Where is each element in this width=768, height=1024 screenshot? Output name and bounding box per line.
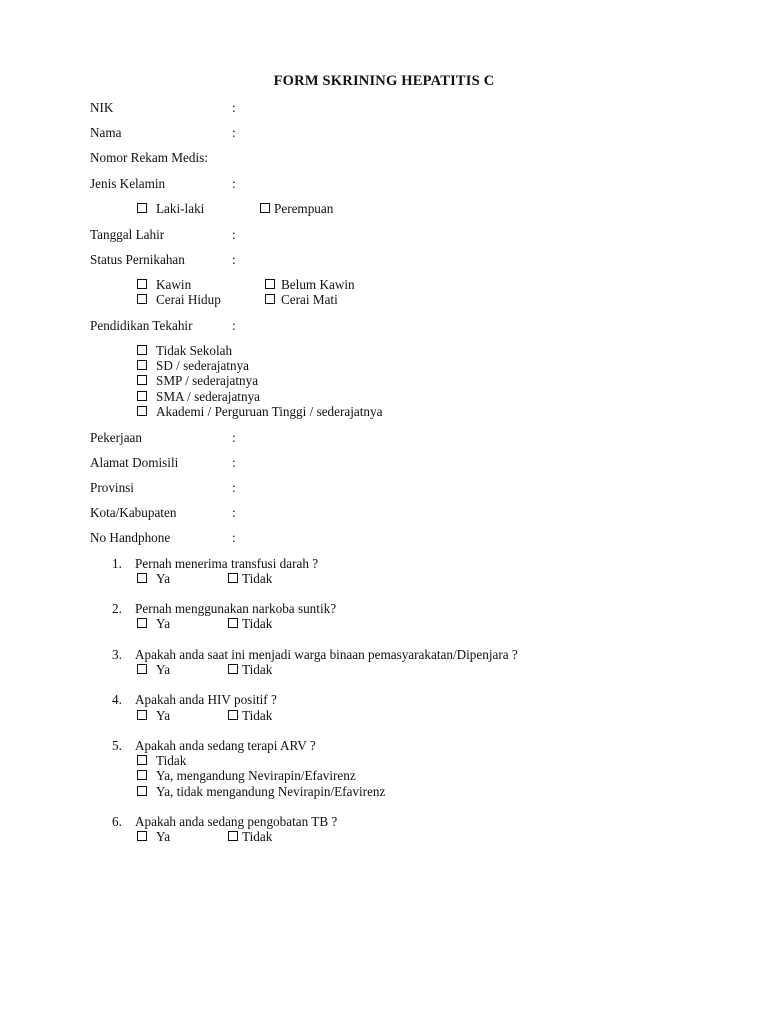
checkbox-icon[interactable]	[137, 755, 147, 765]
checkbox-icon[interactable]	[137, 203, 147, 213]
field-colon-kota: :	[232, 505, 236, 520]
question-text: Apakah anda sedang pengobatan TB ?	[135, 814, 338, 829]
checkbox-icon[interactable]	[137, 786, 147, 796]
field-label-nik: NIK	[90, 100, 114, 115]
checkbox-icon[interactable]	[228, 618, 238, 628]
question-1-option-tidak[interactable]: Tidak	[228, 571, 272, 586]
checkbox-icon[interactable]	[137, 710, 147, 720]
gender-option-male[interactable]: Laki-laki	[137, 201, 204, 216]
checkbox-icon[interactable]	[137, 391, 147, 401]
education-option-sd[interactable]: SD / sederajatnya	[137, 358, 249, 373]
question-1-option-ya[interactable]: Ya	[137, 571, 170, 586]
question-number: 3.	[112, 647, 122, 662]
question-text: Pernah menerima transfusi darah ?	[135, 556, 319, 571]
marital-option-belum-kawin[interactable]: Belum Kawin	[265, 277, 355, 292]
checkbox-icon[interactable]	[265, 294, 275, 304]
field-colon-pendidikan: :	[232, 318, 236, 333]
checkbox-icon[interactable]	[137, 406, 147, 416]
checkbox-icon[interactable]	[137, 279, 147, 289]
field-colon-pekerjaan: :	[232, 430, 236, 445]
checkbox-icon[interactable]	[137, 831, 147, 841]
education-option-akademi[interactable]: Akademi / Perguruan Tinggi / sederajatnya	[137, 404, 382, 419]
field-label-alamat: Alamat Domisili	[90, 455, 179, 470]
marital-option-kawin[interactable]: Kawin	[137, 277, 191, 292]
education-option-tidak-sekolah[interactable]: Tidak Sekolah	[137, 343, 232, 358]
checkbox-icon[interactable]	[228, 573, 238, 583]
marital-option-cerai-mati[interactable]: Cerai Mati	[265, 292, 338, 307]
field-label-handphone: No Handphone	[90, 530, 171, 545]
checkbox-icon[interactable]	[137, 618, 147, 628]
checkbox-icon[interactable]	[137, 294, 147, 304]
question-text: Apakah anda sedang terapi ARV ?	[135, 738, 316, 753]
education-option-sma[interactable]: SMA / sederajatnya	[137, 389, 260, 404]
field-label-nama: Nama	[90, 125, 122, 140]
checkbox-icon[interactable]	[228, 831, 238, 841]
question-5-option-tidak[interactable]: Tidak	[137, 753, 186, 768]
question-text: Apakah anda HIV positif ?	[135, 692, 277, 707]
checkbox-icon[interactable]	[260, 203, 270, 213]
field-colon-status-pernikahan: :	[232, 252, 236, 267]
checkbox-icon[interactable]	[137, 360, 147, 370]
field-label-status-pernikahan: Status Pernikahan	[90, 252, 185, 267]
field-colon-nik: :	[232, 100, 236, 115]
question-6-option-ya[interactable]: Ya	[137, 829, 170, 844]
checkbox-icon[interactable]	[228, 710, 238, 720]
question-2-option-tidak[interactable]: Tidak	[228, 616, 272, 631]
checkbox-icon[interactable]	[137, 770, 147, 780]
field-colon-tanggal-lahir: :	[232, 227, 236, 242]
form-title: FORM SKRINING HEPATITIS C	[273, 73, 495, 89]
question-number: 5.	[112, 738, 122, 753]
field-label-kota: Kota/Kabupaten	[90, 505, 177, 520]
question-3-option-tidak[interactable]: Tidak	[228, 662, 272, 677]
checkbox-icon[interactable]	[228, 664, 238, 674]
question-number: 4.	[112, 692, 122, 707]
question-5-option-ya-mengandung[interactable]: Ya, mengandung Nevirapin/Efavirenz	[137, 768, 356, 783]
checkbox-icon[interactable]	[137, 375, 147, 385]
field-colon-handphone: :	[232, 530, 236, 545]
education-option-smp[interactable]: SMP / sederajatnya	[137, 373, 258, 388]
field-colon-provinsi: :	[232, 480, 236, 495]
field-label-tanggal-lahir: Tanggal Lahir	[90, 227, 165, 242]
question-2-option-ya[interactable]: Ya	[137, 616, 170, 631]
field-label-provinsi: Provinsi	[90, 480, 134, 495]
question-6-option-tidak[interactable]: Tidak	[228, 829, 272, 844]
field-label-rekam-medis: Nomor Rekam Medis:	[90, 150, 208, 165]
question-number: 2.	[112, 601, 122, 616]
marital-option-cerai-hidup[interactable]: Cerai Hidup	[137, 292, 221, 307]
field-colon-alamat: :	[232, 455, 236, 470]
field-colon-jenis-kelamin: :	[232, 176, 236, 191]
checkbox-icon[interactable]	[137, 573, 147, 583]
question-text: Pernah menggunakan narkoba suntik?	[135, 601, 337, 616]
checkbox-icon[interactable]	[265, 279, 275, 289]
question-4-option-tidak[interactable]: Tidak	[228, 708, 272, 723]
question-number: 6.	[112, 814, 122, 829]
question-text: Apakah anda saat ini menjadi warga binaan pemasyarakatan/Dipenjara ?	[135, 647, 518, 662]
question-4-option-ya[interactable]: Ya	[137, 708, 170, 723]
field-label-jenis-kelamin: Jenis Kelamin	[90, 176, 166, 191]
checkbox-icon[interactable]	[137, 664, 147, 674]
question-number: 1.	[112, 556, 122, 571]
question-5-option-ya-tidak-mengandung[interactable]: Ya, tidak mengandung Nevirapin/Efavirenz	[137, 784, 385, 799]
field-colon-nama: :	[232, 125, 236, 140]
gender-option-female[interactable]: Perempuan	[260, 201, 333, 216]
question-3-option-ya[interactable]: Ya	[137, 662, 170, 677]
field-label-pendidikan: Pendidikan Tekahir	[90, 318, 193, 333]
checkbox-icon[interactable]	[137, 345, 147, 355]
field-label-pekerjaan: Pekerjaan	[90, 430, 142, 445]
